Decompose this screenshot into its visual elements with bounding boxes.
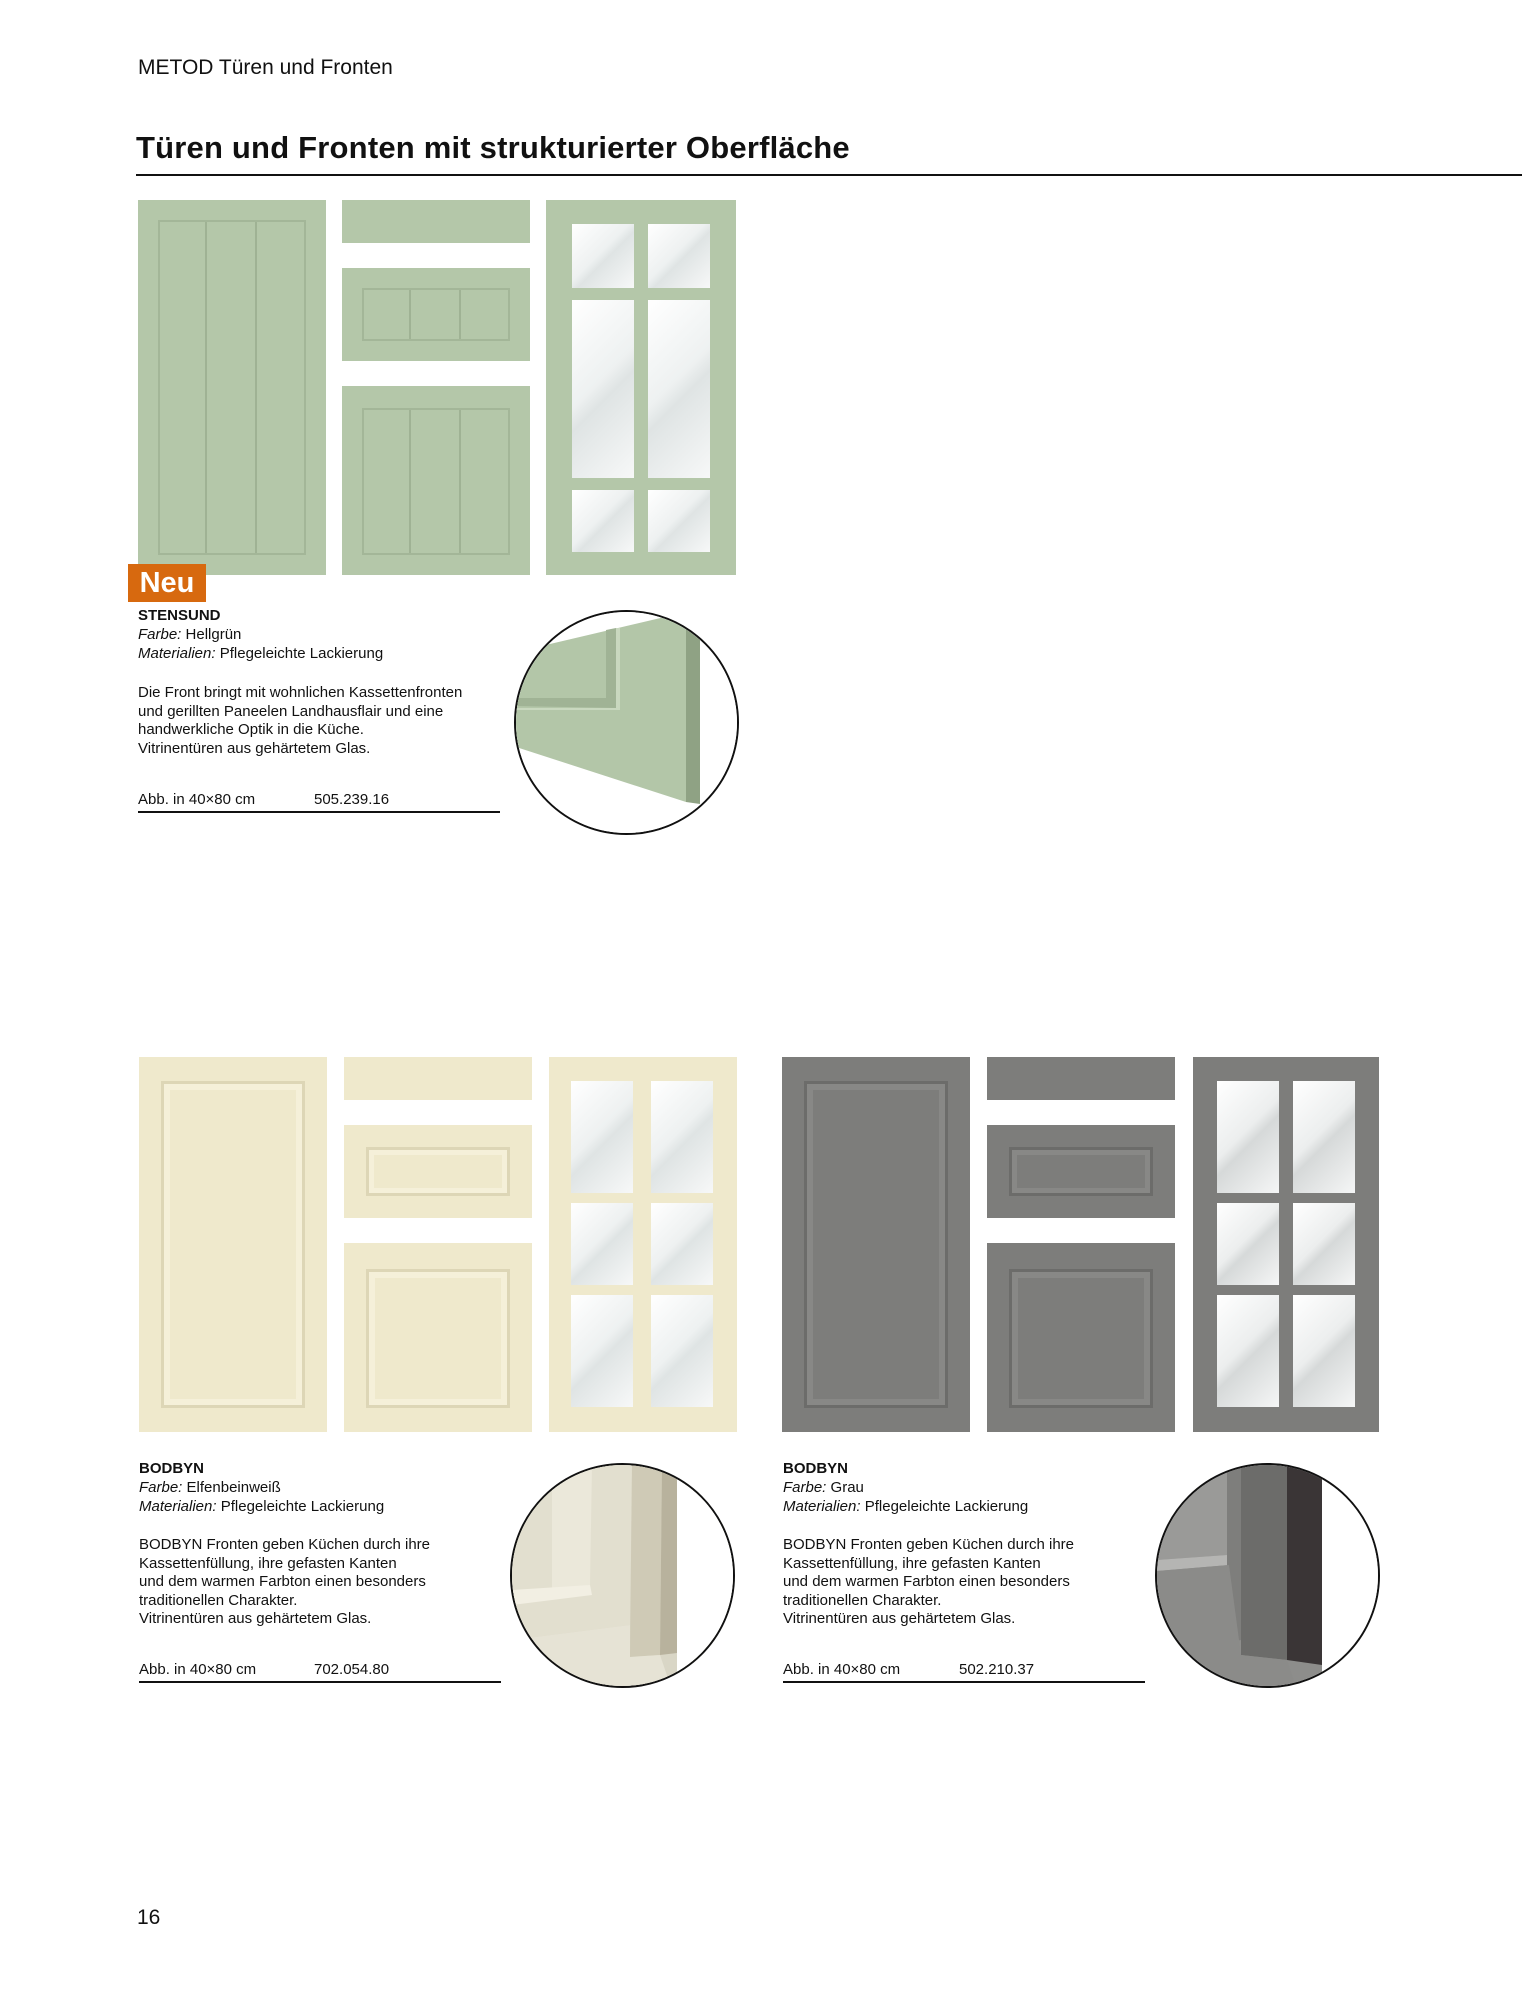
- reference-rule: [138, 811, 500, 813]
- color-label: Farbe:: [783, 1479, 827, 1496]
- size-label: Abb. in 40×80 cm: [138, 791, 256, 808]
- color-attribute: [139, 1479, 281, 1496]
- material-value: Pflegeleichte Lackierung: [220, 1498, 385, 1515]
- description-line: Vitrinentüren aus gehärtetem Glas.: [783, 1610, 1016, 1627]
- description-line: traditionellen Charakter.: [139, 1591, 298, 1609]
- material-label: Materialien:: [139, 1498, 217, 1515]
- description-line: traditionellen Charakter.: [783, 1591, 942, 1609]
- color-attribute: [138, 626, 241, 643]
- material-label: Materialien:: [783, 1498, 861, 1515]
- grey-glass-door: [1193, 1057, 1379, 1432]
- description-line: und dem warmen Farbton einen besonders: [783, 1573, 1070, 1590]
- page-number: 16: [137, 1906, 161, 1929]
- grey-drawer-medium: [987, 1125, 1175, 1218]
- stensund-door-low: [342, 386, 530, 575]
- description-line: Die Front bringt mit wohnlichen Kassettenfronten: [138, 684, 463, 701]
- stensund-drawer-thin: [342, 200, 530, 243]
- section-title: Türen und Fronten mit strukturierter Oberfläche: [136, 130, 850, 165]
- description-line: BODBYN Fronten geben Küchen durch ihre: [783, 1536, 1074, 1553]
- product-description: [139, 1536, 430, 1629]
- running-header: METOD Türen und Fronten: [138, 56, 393, 79]
- grey-detail-circle: [1155, 1463, 1380, 1688]
- product-description: [138, 684, 462, 758]
- color-value: Elfenbeinweiß: [186, 1479, 281, 1496]
- description-line: und gerillten Paneelen Landhausflair und eine: [138, 702, 444, 720]
- stensund-drawer-medium: [342, 268, 530, 361]
- description-line: BODBYN Fronten geben Küchen durch ihre: [139, 1536, 430, 1553]
- description-line: und dem warmen Farbton einen besonders: [139, 1573, 426, 1590]
- description-line: Kassettenfüllung, ihre gefasten Kanten: [139, 1554, 397, 1572]
- article-number: 505.239.16: [314, 791, 390, 808]
- description-line: Kassettenfüllung, ihre gefasten Kanten: [783, 1554, 1041, 1572]
- stensund-door-tall: [138, 200, 326, 575]
- description-line: Vitrinentüren aus gehärtetem Glas.: [138, 739, 371, 757]
- material-label: Materialien:: [138, 645, 216, 662]
- color-label: Farbe:: [138, 626, 182, 643]
- ivory-corner-detail: [512, 1465, 735, 1688]
- ivory-door-low: [344, 1243, 532, 1432]
- grey-drawer-thin: [987, 1057, 1175, 1100]
- stensund-glass-door: [546, 200, 736, 575]
- grey-door-low: [987, 1243, 1175, 1432]
- stensund-corner-detail: [516, 612, 739, 835]
- ivory-door-tall: [139, 1057, 327, 1432]
- material-attribute: [138, 645, 383, 662]
- product-name: BODBYN: [783, 1460, 849, 1477]
- ivory-drawer-medium: [344, 1125, 532, 1218]
- product-description: [783, 1536, 1074, 1629]
- ivory-drawer-thin: [344, 1057, 532, 1100]
- title-rule: [136, 174, 1522, 176]
- grey-door-tall: [782, 1057, 970, 1432]
- product-name: BODBYN: [139, 1460, 205, 1477]
- reference-rule: [139, 1681, 501, 1683]
- ivory-detail-circle: [510, 1463, 735, 1688]
- size-label: Abb. in 40×80 cm: [139, 1661, 257, 1678]
- color-attribute: [783, 1479, 864, 1496]
- description-line: handwerkliche Optik in die Küche.: [138, 721, 364, 738]
- product-name: STENSUND: [138, 607, 221, 624]
- color-value: Grau: [830, 1479, 864, 1496]
- article-number: 502.210.37: [959, 1661, 1035, 1678]
- color-label: Farbe:: [139, 1479, 183, 1496]
- color-value: Hellgrün: [185, 626, 242, 643]
- reference-rule: [783, 1681, 1145, 1683]
- new-badge: Neu: [128, 564, 206, 602]
- description-line: Vitrinentüren aus gehärtetem Glas.: [139, 1610, 372, 1627]
- material-value: Pflegeleichte Lackierung: [864, 1498, 1029, 1515]
- material-attribute: [139, 1498, 384, 1515]
- article-number: 702.054.80: [314, 1661, 390, 1678]
- material-value: Pflegeleichte Lackierung: [219, 645, 384, 662]
- ivory-glass-door: [549, 1057, 737, 1432]
- size-label: Abb. in 40×80 cm: [783, 1661, 901, 1678]
- stensund-detail-circle: [514, 610, 739, 835]
- grey-corner-detail: [1157, 1465, 1380, 1688]
- material-attribute: [783, 1498, 1028, 1515]
